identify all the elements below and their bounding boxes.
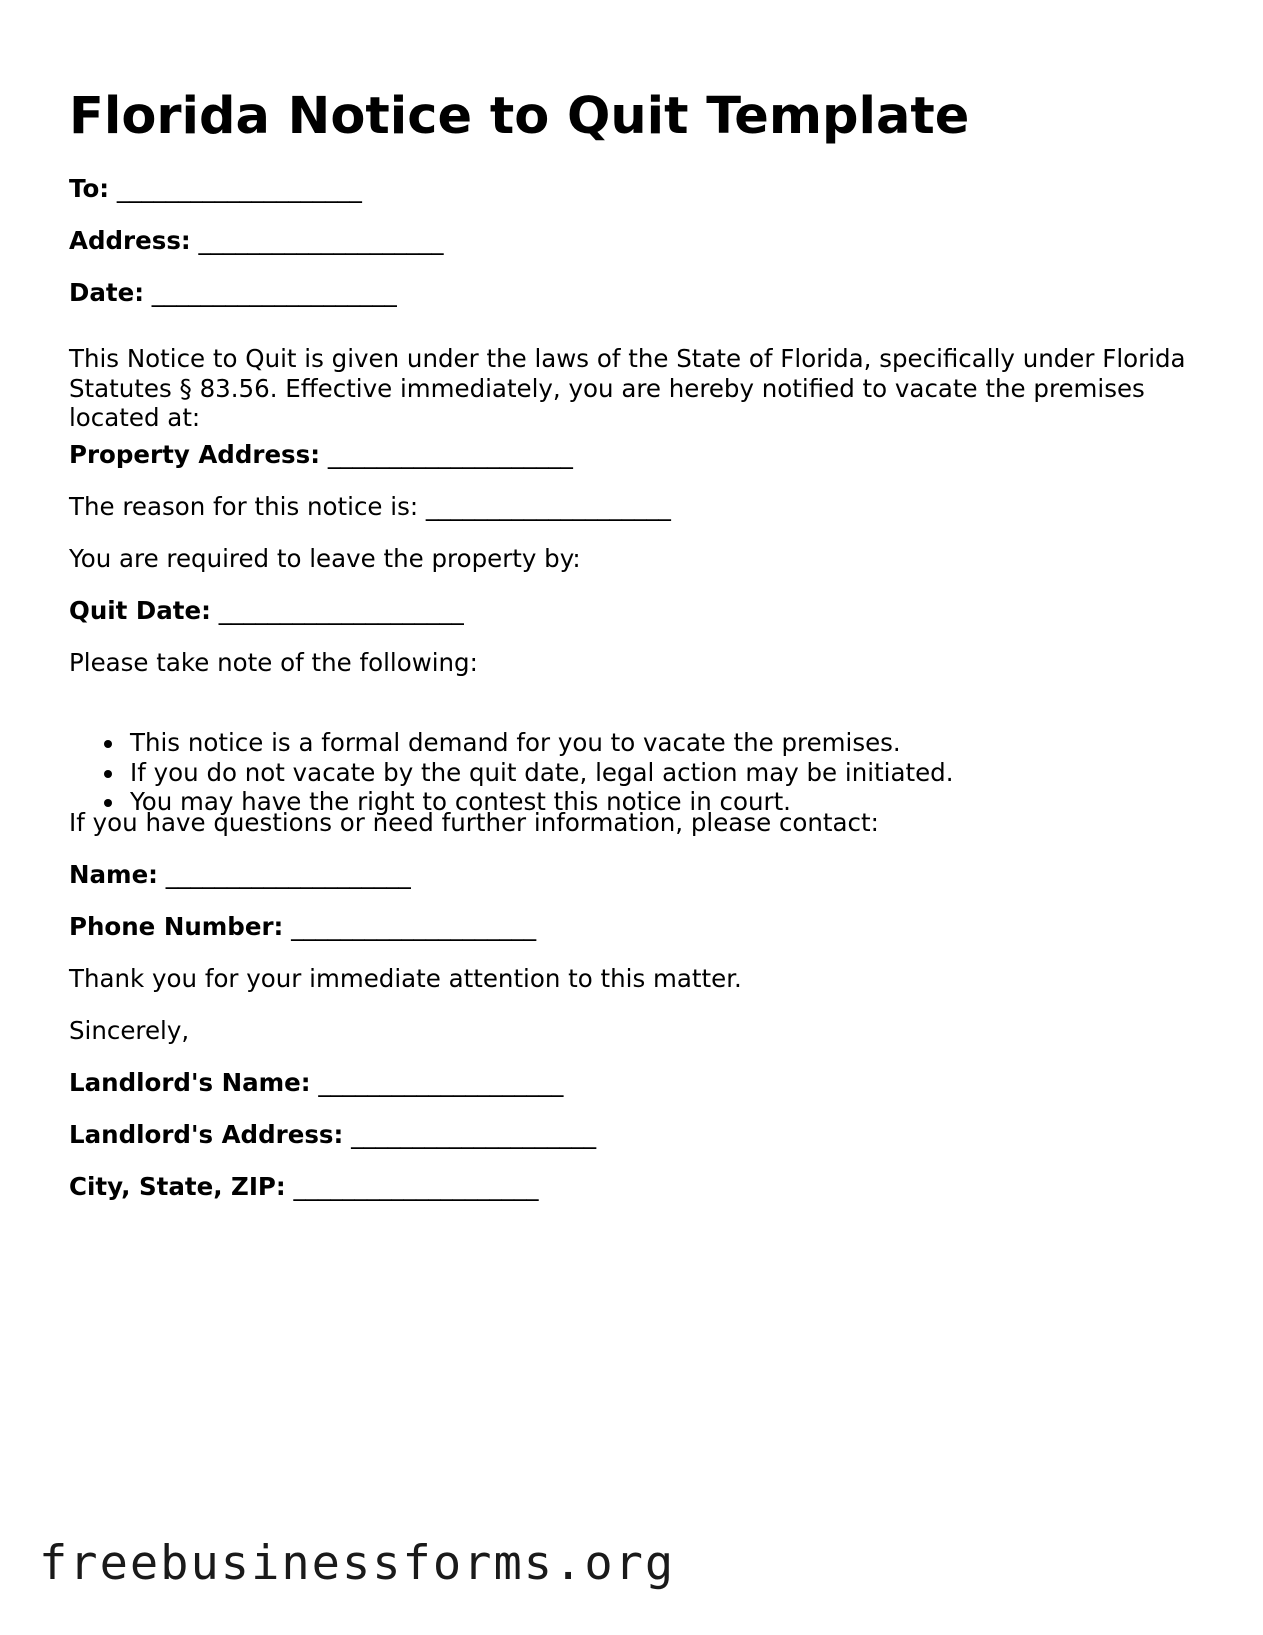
name-blank[interactable]: ____________________	[165, 860, 411, 889]
landlord-name-blank[interactable]: ____________________	[318, 1068, 564, 1097]
intro-paragraph: This Notice to Quit is given under the laws of the State of Florida, specifically under Florida Statutes § 83.56. Effective immediately, you are hereby notified to vacate the premises located at:	[69, 344, 1186, 432]
quit-date-field	[69, 596, 464, 626]
date-field	[69, 278, 397, 308]
note-intro: Please take note of the following:	[69, 648, 478, 677]
landlord-address-label: Landlord's Address:	[69, 1120, 344, 1149]
address-blank[interactable]: ____________________	[198, 226, 444, 255]
list-item: This notice is a formal demand for you to vacate the premises.	[130, 728, 954, 758]
reason-label: The reason for this notice is:	[69, 492, 419, 521]
phone-label: Phone Number:	[69, 912, 284, 941]
date-blank[interactable]: ____________________	[151, 278, 397, 307]
watermark-text: freebusinessforms.org	[39, 1536, 676, 1591]
property-address-blank[interactable]: ____________________	[327, 440, 573, 469]
address-label: Address:	[69, 226, 191, 255]
landlord-name-label: Landlord's Name:	[69, 1068, 311, 1097]
phone-blank[interactable]: ____________________	[291, 912, 537, 941]
name-label: Name:	[69, 860, 158, 889]
property-address-label: Property Address:	[69, 440, 321, 469]
phone-field	[69, 912, 536, 942]
city-state-zip-label: City, State, ZIP:	[69, 1172, 286, 1201]
to-blank[interactable]: ____________________	[116, 174, 362, 203]
city-state-zip-blank[interactable]: ____________________	[293, 1172, 539, 1201]
contact-intro: If you have questions or need further information, please contact:	[69, 808, 879, 837]
list-item: If you do not vacate by the quit date, legal action may be initiated.	[130, 757, 954, 787]
date-label: Date:	[69, 278, 144, 307]
landlord-address-field	[69, 1120, 596, 1150]
name-field	[69, 860, 411, 890]
landlord-name-field	[69, 1068, 563, 1098]
reason-blank[interactable]: ____________________	[425, 492, 671, 521]
page-title: Florida Notice to Quit Template	[69, 87, 970, 146]
closing-text: Sincerely,	[69, 1016, 190, 1045]
reason-field	[69, 492, 671, 522]
city-state-zip-field	[69, 1172, 538, 1202]
address-field	[69, 226, 444, 256]
to-field	[69, 174, 362, 204]
property-address-field	[69, 440, 573, 470]
landlord-address-blank[interactable]: ____________________	[351, 1120, 597, 1149]
quit-date-label: Quit Date:	[69, 596, 211, 625]
quit-date-blank[interactable]: ____________________	[218, 596, 464, 625]
to-label: To:	[69, 174, 110, 203]
notes-list	[69, 728, 954, 817]
leave-by-text: You are required to leave the property by:	[69, 544, 581, 573]
list-item: You may have the right to contest this notice in court.	[130, 787, 954, 817]
thank-you-text: Thank you for your immediate attention to this matter.	[69, 964, 742, 993]
